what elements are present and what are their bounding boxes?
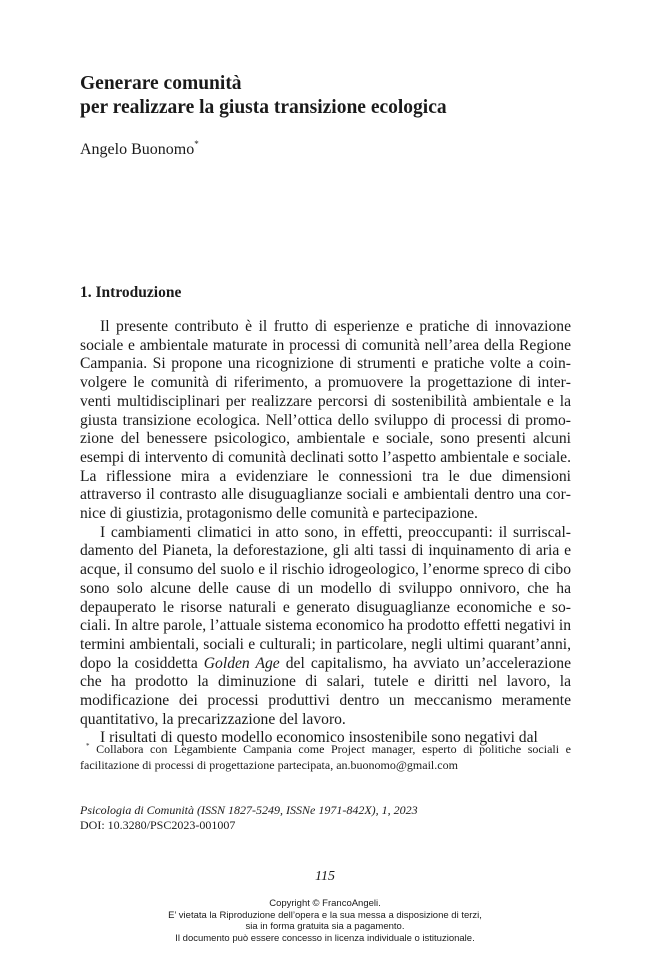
author-line (80, 140, 199, 160)
page-number: 115 (315, 869, 335, 884)
paragraph-2-end: del capitalismo, ha avviato un’accelerazione che ha prodotto la diminuzione di salari, tutele e diritti nel lavoro, la modificazione dei processi produttivi dentro un meccanismo meramente quantitativo, la precarizzazione del lavoro. (80, 654, 571, 728)
title-line-1: Generare comunità (80, 73, 242, 94)
journal-info (80, 803, 418, 833)
golden-age-term: Golden Age (203, 654, 280, 672)
doi: DOI: 10.3280/PSC2023-001007 (80, 818, 236, 832)
journal-citation: Psicologia di Comunità (ISSN 1827-5249, ISSNe 1971-842X), 1, 2023 (80, 803, 418, 817)
paragraph-1: Il presente contributo è il frutto di esperienze e pratiche di innovazione sociale e ambientale maturate in processi di comunità nell’area della Regione Campania. Si propone una ricognizione di strumenti e pratiche volte a coinvolgere le comunità di riferimento, a promuovere la progettazione di interventi multidisciplinari per realizzare percorsi di sostenibilità ambientale e la giusta transizione ecologica. Nell’ottica dello sviluppo di processi di promozione del benessere psicologico, ambientale e sociale, sono presenti alcuni esempi di intervento di comunità declinati sotto l’aspetto ambientale e sociale. La riflessione mira a evidenziare le connessioni tra le due dimensioni attraverso il contrasto alle disuguaglianze sociali e ambientali dentro una cornice di giustizia, protagonismo delle comunità e partecipazione. (80, 318, 571, 523)
copyright-line-3: sia in forma gratuita sia a pagamento. (245, 921, 405, 932)
copyright-notice (0, 898, 650, 944)
article-title (80, 72, 580, 120)
copyright-line-2: E’ vietata la Riproduzione dell’opera e la sua messa a disposizione di terzi, (168, 909, 482, 921)
copyright-line-1: Copyright © FrancoAngeli. (269, 898, 381, 909)
paragraph-2 (80, 524, 571, 730)
footnote-text: Collabora con Legambiente Campania come Project manager, esperto di politiche sociali e facilitazione di processi di progettazione partecipata, an.buonomo@gmail.com (80, 742, 571, 772)
footnote (80, 741, 571, 773)
author-footnote-mark: * (194, 139, 199, 149)
body-text (80, 318, 571, 748)
paragraph-3: I risultati di questo modello economico insostenibile sono negativi dal (100, 729, 538, 747)
footnote-mark: * (86, 742, 90, 750)
copyright-line-4: Il documento può essere concesso in licenza individuale o istituzionale. (175, 932, 475, 944)
author-name: Angelo Buonomo (80, 141, 195, 158)
paragraph-2-start: I cambiamenti climatici in atto sono, in effetti, preoccupanti: il surriscaldamento del Pianeta, la deforestazione, gli alti tassi di inquinamento di aria e acque, il consumo del suolo e il rischio idrogeologico, l’enorme spreco di cibo sono solo alcune delle cause di un modello di sviluppo onnivoro, che ha depauperato le risorse naturali e generato disuguaglianze economiche e sociali. In altre parole, l’attuale sistema economico ha prodotto effetti negativi in termini ambientali, sociali e culturali; in particolare, negli ultimi quarant’anni, dopo la cosiddetta (80, 523, 571, 672)
title-line-2: per realizzare la giusta transizione ecologica (80, 97, 447, 118)
section-heading: 1. Introduzione (80, 284, 182, 301)
